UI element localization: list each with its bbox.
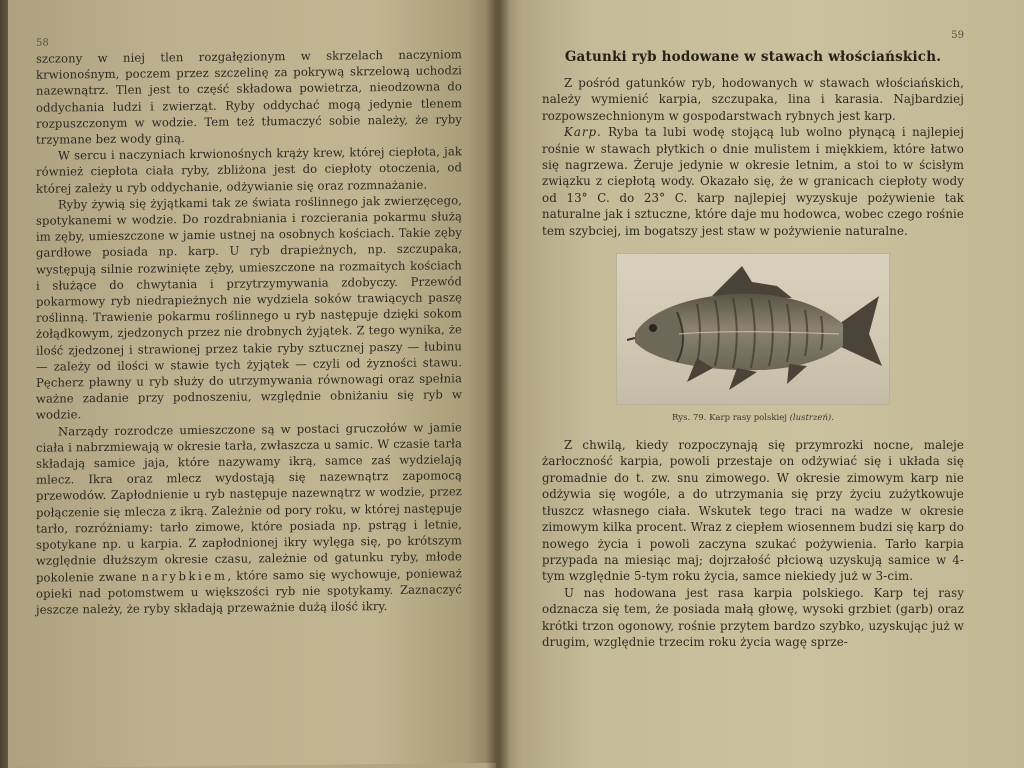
intro-paragraph: Z pośród gatunków ryb, hodowanych w stawach włościańskich, należy wymienić karpia, szczupaka, lina i karasia. Najbardziej rozpowszechnionym w gospodarstwach rybnych jest karp. — [542, 76, 964, 123]
right-paragraph-winter: Z chwilą, kiedy rozpoczynają się przymrozki nocne, maleje żarłoczność karpia, powoli przestaje on odżywiać się i układa się gromadnie do t. zw. snu zimowego. W okresie zimowym karp nie odżywia się wogóle, a do utrzymania się przy życiu zużytkowuje tłuszcz własnego ciała. Wskutek tego traci na wadze w okresie zimowym kilka procent. Wraz z ciepłem wiosennem budzi się karp do nowego życia i powoli zaczyna szukać pożywienia. Tarło karpia przypada na miesiąc maj; dojrzałość płciową uzyskują samice w 4-tym względnie 5-tym roku życia, samce niekiedy już w 3-cim. — [542, 438, 964, 584]
karp-paragraph-text: Ryba ta lubi wodę stojącą lub wolno płynącą i najlepiej rośnie w stawach płytkich o dnie mulistem i miękkiem, które łatwo się nagrzewa. Żeruje jedynie w okresie letnim, a stoi to w ścisłym związku z ciepłotą wody. Okazało się, że w granicach ciepłoty wody od 13° C. do 23° C. karp najlepiej wyzyskuje pożywienie tak naturalne jak i sztuczne, które daje mu hodowca, wobec czego rośnie tem szybciej, im bogatszy jest staw w pożywienie naturalne. — [542, 125, 964, 238]
left-paragraph-4 — [36, 419, 462, 618]
carp-figure — [616, 253, 890, 405]
right-page-number: 59 — [951, 30, 964, 41]
spaced-word-narybkiem: narybkiem — [141, 568, 228, 584]
right-paragraph-breed: U nas hodowana jest rasa karpia polskiego. Karp tej rasy odznacza się tem, że posiada małą głowę, wysoki grzbiet (garb) oraz krótki trzon ogonowy, rośnie przytem bardzo szybko, uzyskując już w drugim, względnie trzecim roku życia wagę sprze- — [542, 585, 964, 649]
karp-lead: Karp. — [564, 125, 602, 140]
left-paragraph-4-start: Narządy rozrodcze umieszczone są w postaci gruczołów w jamie ciała i nabrzmiewają w okresie tarła, zwłaszcza u samic. W czasie tarła składają samice jaja, które nazywamy ikrą, samce zaś wydzielają mlecz. Ikra oraz mlecz wydostają się nazewnątrz zapomocą przewodów. Zapłodnienie u ryb następuje nazewnątrz w wodzie, przez połączenie się mlecza z ikrą. Zależnie od pory roku, w której następuje tarło, rozróżniamy: tarło zimowe, które posiada np. pstrąg i letnie, spotykane np. u karpia. Z zapłodnionej ikry wylęga się, po krótszym względnie dłuższym okresie czasu, zależnie od gatunku ryby, młode pokolenie zwane — [36, 419, 462, 585]
left-page — [8, 0, 496, 768]
left-paragraph-2: W sercu i naczyniach krwionośnych krąży krew, której ciepłota, jak również ciepłota ciała ryby, zbliżona jest do ciepłoty otoczenia, od której zależy u ryb oddychanie, odżywianie się oraz rozmnażanie. — [36, 144, 462, 196]
figure-caption-prefix: Rys. 79. Karp rasy polskiej — [672, 413, 787, 424]
left-paragraph-4-end: , które samo się wychowuje, ponieważ opieki nad potomstwem u większości ryb nie spotykamy. Zaznaczyć jeszcze należy, że ryby składają przeważnie dużą ilość ikry. — [36, 565, 462, 617]
figure-caption — [542, 413, 964, 423]
left-paragraph-3: Ryby żywią się żyjątkami tak ze świata roślinnego jak zwierzęcego, spotykanemi w wodzie. Do rozdrabniania i rozcierania pokarmu służą im zęby, umieszczone w jamie ustnej na osobnych kościach. Takie zęby gardłowe posiada np. karp. U ryb drapieżnych, np. szczupaka, występują silnie rozwinięte zęby, umieszczone na rozmaitych kościach i służące do chwytania i przytrzymywania zdobyczy. Przewód pokarmowy ryb niedrapieżnych nie wydziela soków trawiących paszę roślinną. Trawienie pokarmu roślinnego u ryb następuje dzięki sokom żołądkowym, zjedzonych przez nie drobnych żyjątek. Z tego wynika, że ilość zjedzonej i strawionej przez takie ryby sztucznej paszy — łubinu — zależy od ilości w stawie tych żyjątek — czyli od żyzności stawu. Pęcherz pławny u ryb służy do utrzymywania równowagi oraz spełnia ważne zadanie przy podnoszeniu, względnie obniżaniu się ryb w wodzie. — [36, 193, 462, 423]
figure-caption-suffix: (lustrzeń). — [789, 413, 834, 424]
right-page — [496, 0, 1024, 768]
carp-fish-illustration-icon — [617, 254, 889, 404]
karp-paragraph — [542, 124, 964, 239]
left-page-number: 58 — [36, 37, 49, 49]
section-heading: Gatunki ryb hodowane w stawach włościańskich. — [564, 49, 942, 65]
left-paragraph-1: szczony w niej tlen rozgałęzionym w skrzelach naczyniom krwionośnym, poczem przez szczelinę za pokrywą skrzelową uchodzi nazewnątrz. Tlen jest to część składowa powietrza, nieodzowna do oddychania ludzi i zwierząt. Ryby oddychać mogą jedynie tlenem rozpuszczonym w wodzie. Tem też tłumaczyć sobie należy, że ryby trzymane bez wody giną. — [36, 47, 462, 147]
